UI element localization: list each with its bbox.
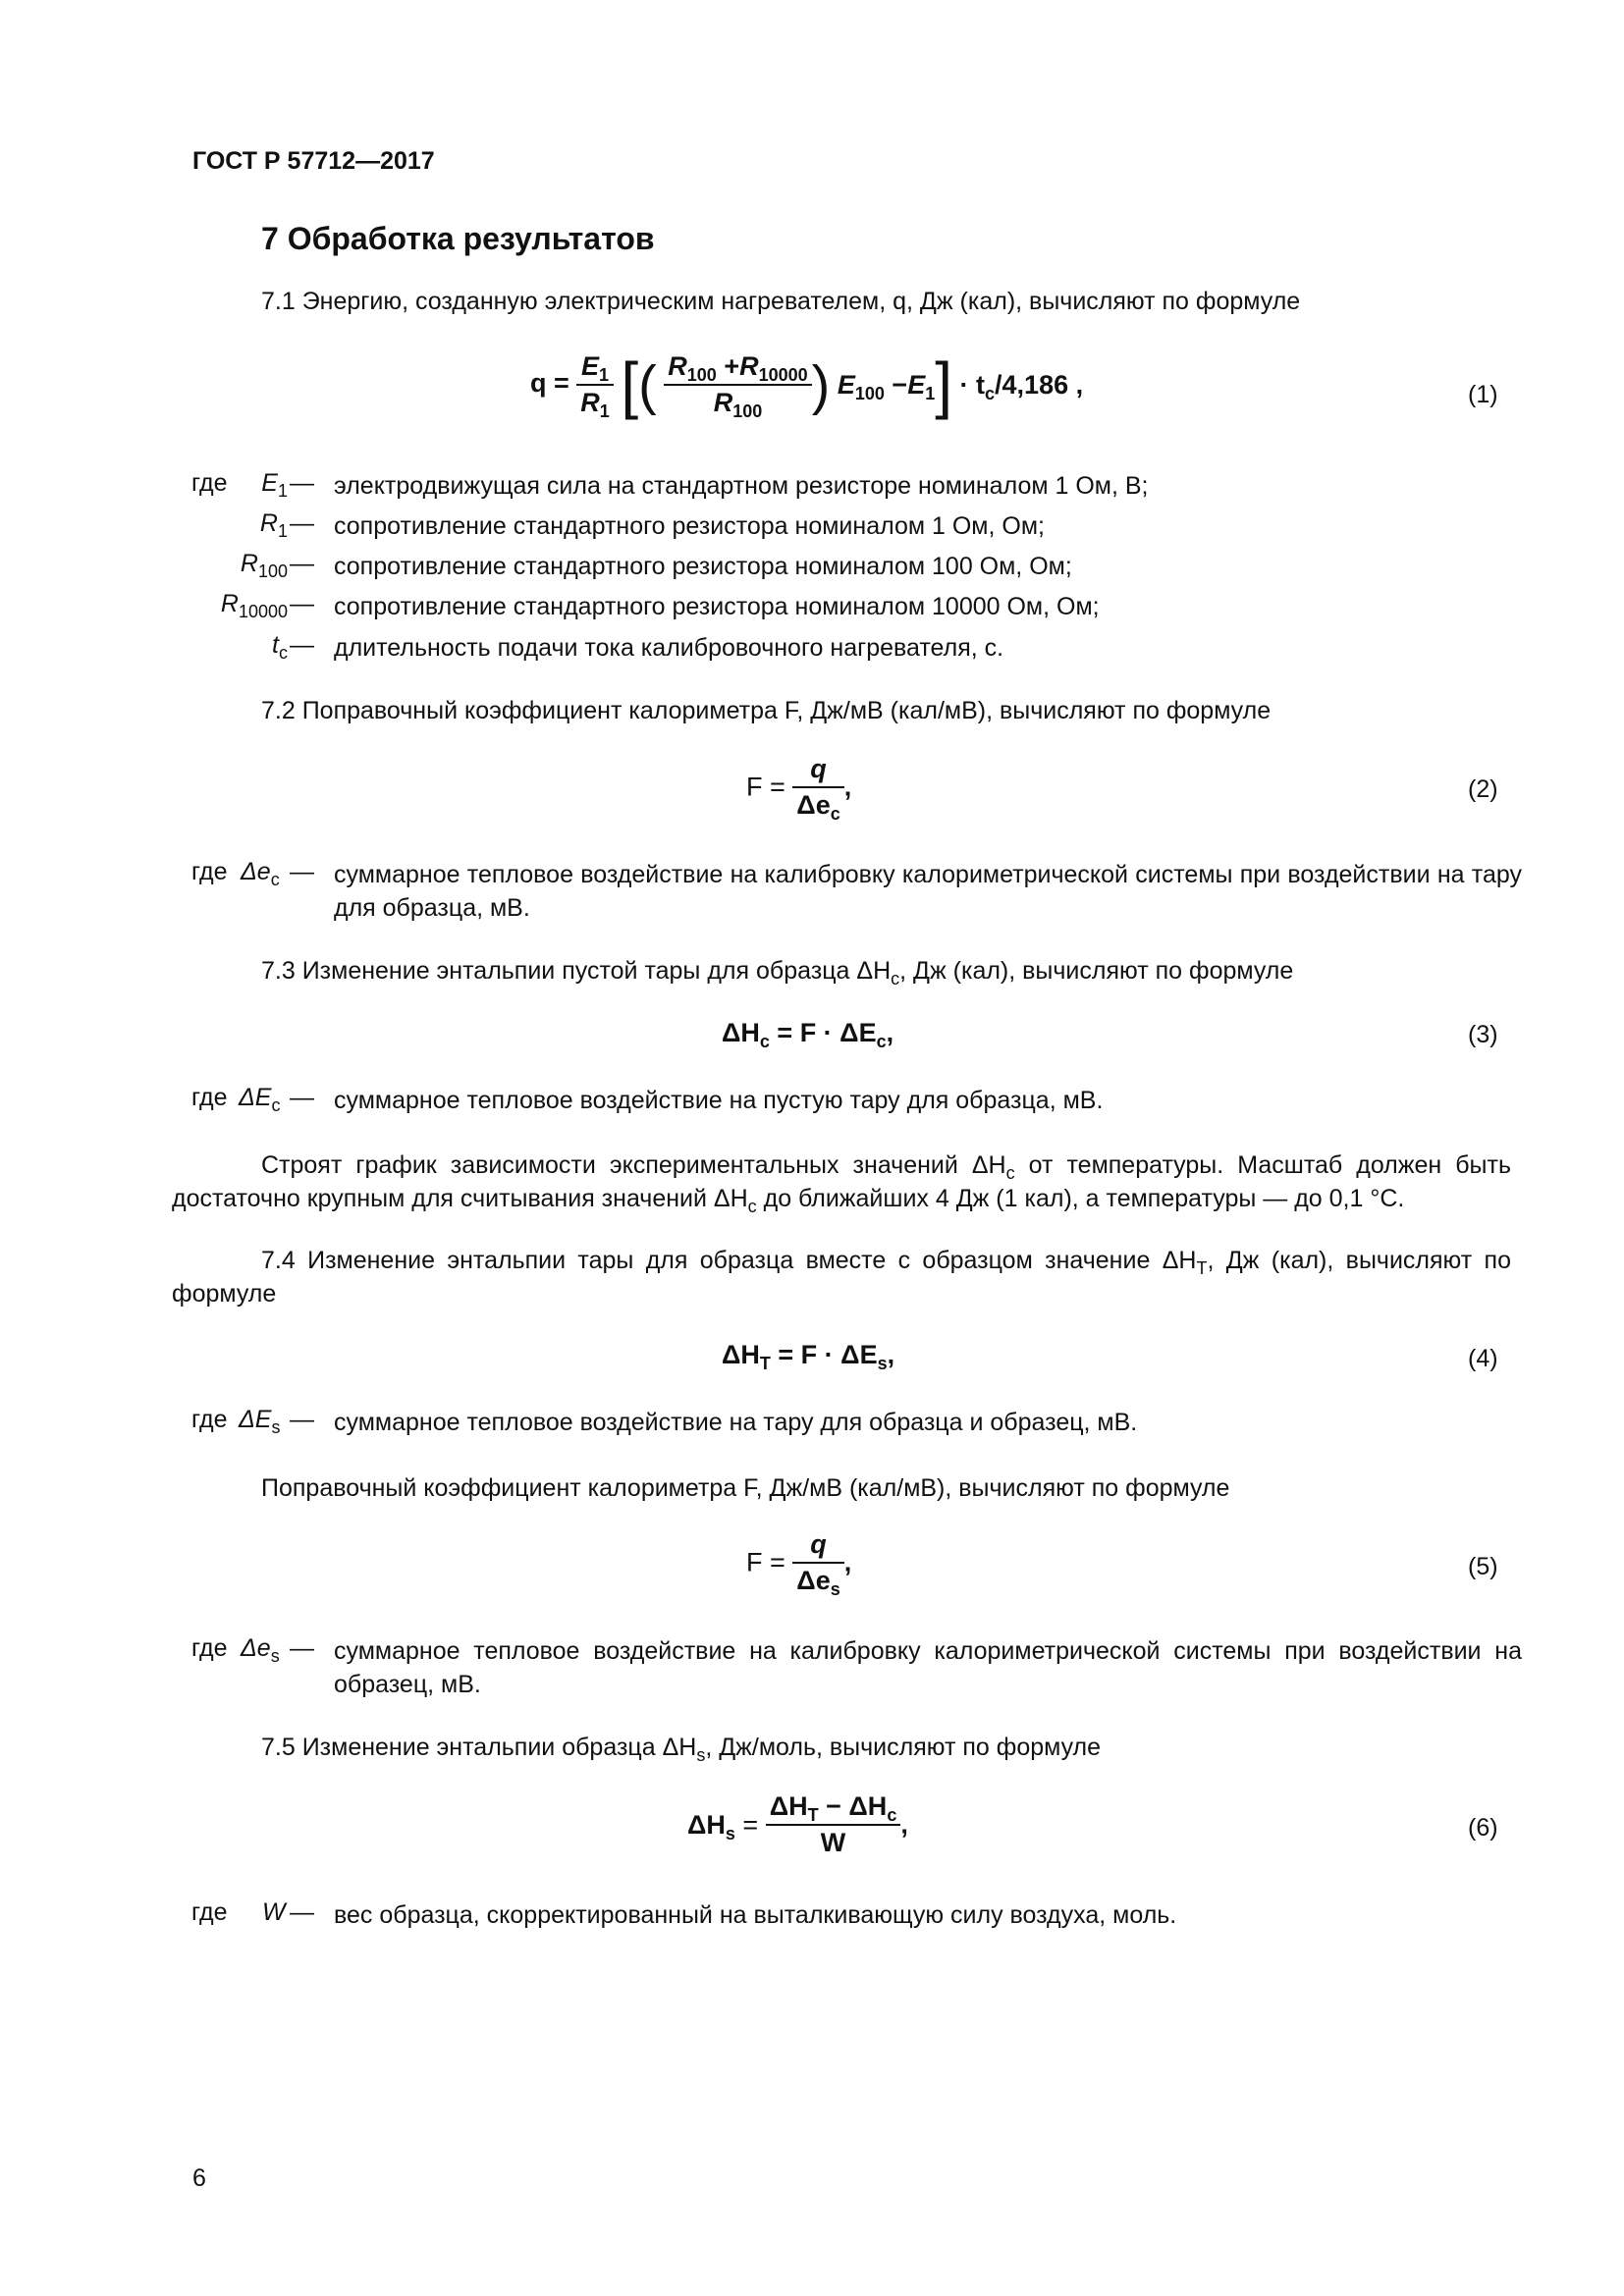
paragraph-correction: Поправочный коэффициент калориметра F, Дж/мВ (кал/мВ), вычисляют по формуле (261, 1474, 1230, 1502)
formula-1: q = $\frac{E_1}{R_1}$ [( $\frac{R_{100} +R_{10000}}{R_{100}}$ ) $E_{100} -E_1] \cdot t_c/4,186$ , (530, 349, 1084, 421)
formula-5: F = $\frac{q}{\Delta e_s}$ , (746, 1529, 852, 1599)
document-header: ГОСТ Р 57712—2017 (192, 147, 435, 175)
formula-4: $\Delta H_T = F \cdot \Delta E_s$, (722, 1340, 895, 1373)
equation-number-5: (5) (1468, 1553, 1498, 1580)
equation-number-2: (2) (1468, 775, 1498, 803)
paragraph-7-3: 7.3 Изменение энтальпии пустой тары для образца $\Delta H_c$, Дж (кал), вычисляют по формуле (261, 957, 1294, 988)
formula-2: F = $\frac{q}{\Delta e_c}$ , (746, 754, 852, 824)
page-number: 6 (192, 2164, 206, 2192)
paragraph-7-1: 7.1 Энергию, созданную электрическим нагревателем, q, Дж (кал), вычисляют по формуле (261, 288, 1301, 315)
paragraph-graph: Строят график зависимости экспериментальных значений $\Delta H_c$ от температуры. Масштаб должен быть достаточно крупным для считывания значений $\Delta H_c$ до ближайших 4 Дж (1 кал), а температуры — до 0,1 °С. (172, 1151, 1511, 1216)
formula-1-lhs: q = (530, 368, 569, 399)
equation-number-4: (4) (1468, 1345, 1498, 1372)
formula-6: $\Delta H_s$ = $\frac{\Delta H_T - \Delta H_c}{W}$ , (687, 1791, 908, 1857)
equation-number-3: (3) (1468, 1021, 1498, 1048)
formula-3: $\Delta H_c = F \cdot \Delta E_c$, (722, 1018, 894, 1051)
equation-number-1: (1) (1468, 381, 1498, 408)
paragraph-7-4: 7.4 Изменение энтальпии тары для образца вместе с образцом значение $\Delta H_T$, Дж (кал), вычисляют по формуле (172, 1247, 1511, 1308)
paragraph-7-5: 7.5 Изменение энтальпии образца $\Delta H_s$, Дж/моль, вычисляют по формуле (261, 1734, 1102, 1765)
paragraph-7-2: 7.2 Поправочный коэффициент калориметра F, Дж/мВ (кал/мВ), вычисляют по формуле (261, 697, 1272, 724)
equation-number-6: (6) (1468, 1814, 1498, 1842)
section-title: 7 Обработка результатов (261, 221, 655, 256)
